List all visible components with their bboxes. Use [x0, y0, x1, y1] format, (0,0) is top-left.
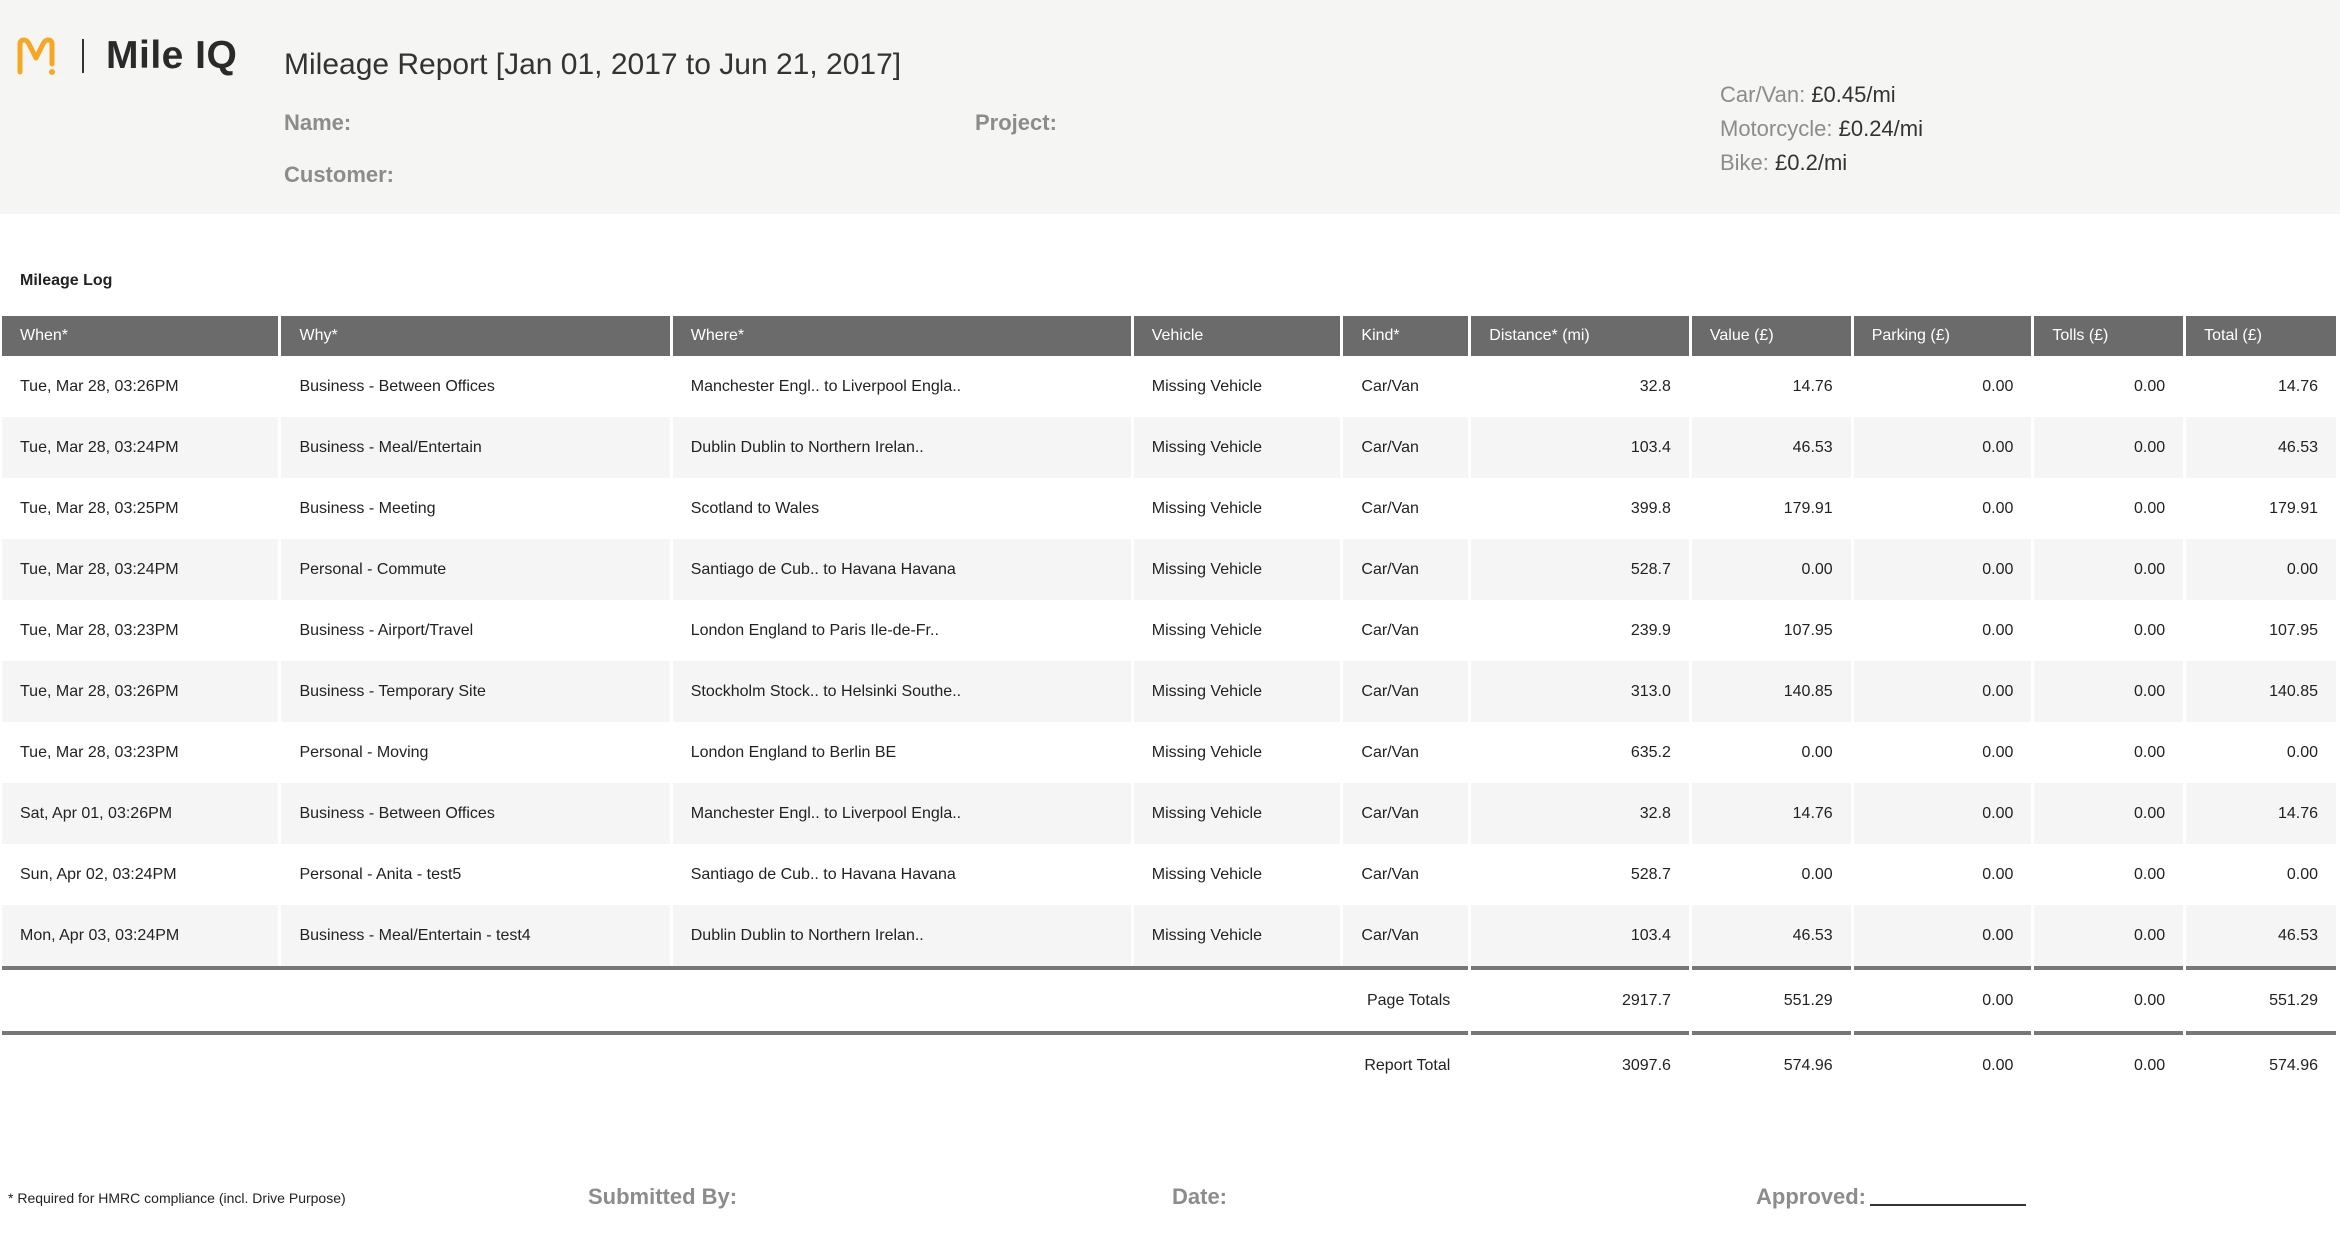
- table-row: [2, 417, 2336, 478]
- trip-total: 107.95: [2269, 621, 2318, 639]
- trip-where: Santiago de Cub.. to Havana Havana: [673, 539, 1131, 600]
- report-total-label: Report Total: [2, 1031, 1468, 1096]
- trip-distance: 32.8: [1471, 783, 1689, 844]
- trip-tolls: 0.00: [2133, 865, 2166, 883]
- table-row: [2, 783, 2336, 844]
- trip-total: 14.76: [2186, 783, 2336, 844]
- rate-value: £0.2/mi: [1775, 150, 1848, 175]
- trip-why: Personal - Commute: [281, 539, 669, 600]
- trip-why: Business - Meal/Entertain - test4: [281, 905, 669, 966]
- trip-kind: Car/Van: [1343, 539, 1468, 600]
- table-row: [2, 600, 2336, 661]
- table-row: [2, 661, 2336, 722]
- trip-tolls: 0.00: [2034, 417, 2183, 478]
- table-row: [2, 905, 2336, 966]
- trip-total: 0.00: [2286, 865, 2318, 883]
- trip-kind: Car/Van: [1343, 417, 1468, 478]
- trip-parking: 0.00: [1854, 905, 2032, 966]
- trip-tolls: 0.00: [2034, 905, 2183, 966]
- trip-kind: Car/Van: [1361, 621, 1419, 639]
- trip-distance: 528.7: [1471, 539, 1689, 600]
- trip-parking: 0.00: [1982, 743, 2014, 761]
- trip-where: Scotland to Wales: [690, 499, 820, 517]
- trip-tolls: 0.00: [2034, 539, 2183, 600]
- table-row: [2, 356, 2336, 417]
- trip-vehicle: Missing Vehicle: [1151, 377, 1263, 395]
- mileiq-logo-icon: [16, 36, 62, 76]
- approved-field: [1756, 1184, 2026, 1210]
- trip-vehicle: Missing Vehicle: [1134, 539, 1341, 600]
- trip-tolls: 0.00: [2133, 377, 2166, 395]
- section-title: Mileage Log: [20, 272, 113, 289]
- trip-total: 0.00: [2186, 539, 2336, 600]
- table-row: [2, 478, 2336, 539]
- trip-value: 0.00: [1801, 865, 1833, 883]
- table-body: [2, 356, 2336, 966]
- table-row: [2, 722, 2336, 783]
- trip-value: 0.00: [1801, 743, 1833, 761]
- trip-total: 46.53: [2186, 905, 2336, 966]
- report-header: [0, 0, 2340, 214]
- trip-parking: 0.00: [1982, 499, 2014, 517]
- trip-distance: 528.7: [1630, 865, 1671, 883]
- trip-parking: 0.00: [1854, 539, 2032, 600]
- trip-distance: 103.4: [1471, 905, 1689, 966]
- col-why-header: Why*: [281, 316, 669, 356]
- logo-divider: [82, 39, 84, 73]
- trip-when: Mon, Apr 03, 03:24PM: [2, 905, 278, 966]
- trip-kind: Car/Van: [1361, 499, 1419, 517]
- trip-kind: Car/Van: [1361, 377, 1419, 395]
- trip-vehicle: Missing Vehicle: [1134, 661, 1341, 722]
- page-total-total: 551.29: [2186, 966, 2336, 1031]
- col-tolls-header: Tolls (£): [2034, 316, 2183, 356]
- trip-parking: 0.00: [1854, 661, 2032, 722]
- trip-where: Stockholm Stock.. to Helsinki Southe..: [673, 661, 1131, 722]
- trip-kind: Car/Van: [1361, 865, 1419, 883]
- page-totals-label: Page Totals: [2, 966, 1468, 1031]
- trip-value: 179.91: [1783, 499, 1833, 517]
- trip-distance: 635.2: [1630, 743, 1671, 761]
- trip-why: Personal - Moving: [299, 743, 429, 761]
- trip-value: 107.95: [1783, 621, 1833, 639]
- trip-value: 14.76: [1792, 377, 1833, 395]
- trip-value: 0.00: [1692, 539, 1851, 600]
- trip-parking: 0.00: [1982, 377, 2014, 395]
- trip-tolls: 0.00: [2133, 621, 2166, 639]
- trip-when: Sun, Apr 02, 03:24PM: [20, 865, 177, 883]
- trip-why: Business - Between Offices: [299, 377, 495, 395]
- trip-distance: 399.8: [1630, 499, 1671, 517]
- trip-why: Personal - Anita - test5: [299, 865, 462, 883]
- trip-when: Tue, Mar 28, 03:24PM: [2, 417, 278, 478]
- trip-when: Tue, Mar 28, 03:26PM: [2, 661, 278, 722]
- trip-distance: 239.9: [1630, 621, 1671, 639]
- trip-where: Dublin Dublin to Northern Irelan..: [673, 417, 1131, 478]
- trip-tolls: 0.00: [2133, 499, 2166, 517]
- rate-label: Car/Van:: [1720, 82, 1806, 107]
- page-total-tolls: 0.00: [2034, 966, 2183, 1031]
- col-total-header: Total (£): [2186, 316, 2336, 356]
- trip-value: 46.53: [1692, 417, 1851, 478]
- compliance-footnote: * Required for HMRC compliance (incl. Drive Purpose): [8, 1190, 346, 1206]
- page-total-distance: 2917.7: [1471, 966, 1689, 1031]
- trip-when: Tue, Mar 28, 03:23PM: [20, 743, 179, 761]
- trip-total: 0.00: [2286, 743, 2318, 761]
- trip-why: Business - Airport/Travel: [299, 621, 474, 639]
- trip-tolls: 0.00: [2133, 743, 2166, 761]
- trip-when: Tue, Mar 28, 03:23PM: [20, 621, 179, 639]
- trip-why: Business - Meal/Entertain: [281, 417, 669, 478]
- trip-distance: 313.0: [1471, 661, 1689, 722]
- trip-parking: 0.00: [1854, 417, 2032, 478]
- trip-when: Sat, Apr 01, 03:26PM: [2, 783, 278, 844]
- trip-vehicle: Missing Vehicle: [1151, 743, 1263, 761]
- mileage-log-table: [0, 316, 2339, 1096]
- trip-why: Business - Temporary Site: [281, 661, 669, 722]
- col-when-header: When*: [2, 316, 278, 356]
- trip-vehicle: Missing Vehicle: [1151, 865, 1263, 883]
- trip-kind: Car/Van: [1343, 783, 1468, 844]
- trip-where: Santiago de Cub.. to Havana Havana: [690, 865, 956, 883]
- trip-when: Tue, Mar 28, 03:26PM: [20, 377, 179, 395]
- trip-value: 14.76: [1692, 783, 1851, 844]
- trip-distance: 103.4: [1471, 417, 1689, 478]
- col-where-header: Where*: [673, 316, 1131, 356]
- trip-where: London England to Berlin BE: [690, 743, 897, 761]
- page-totals-row: [2, 966, 2336, 1031]
- report-total-distance: 3097.6: [1471, 1031, 1689, 1096]
- trip-vehicle: Missing Vehicle: [1134, 783, 1341, 844]
- approved-label: Approved:: [1756, 1184, 1866, 1209]
- name-label: Name:: [284, 110, 352, 135]
- trip-parking: 0.00: [1854, 783, 2032, 844]
- table-row: [2, 539, 2336, 600]
- col-value-header: Value (£): [1692, 316, 1851, 356]
- report-total-value: 574.96: [1692, 1031, 1851, 1096]
- customer-label: Customer:: [284, 162, 395, 187]
- trip-where: Manchester Engl.. to Liverpool Engla..: [690, 377, 962, 395]
- submitted-by-label: Submitted By:: [588, 1184, 738, 1209]
- project-label: Project:: [975, 110, 1057, 135]
- page-total-parking: 0.00: [1854, 966, 2032, 1031]
- page-total-value: 551.29: [1692, 966, 1851, 1031]
- trip-when: Tue, Mar 28, 03:24PM: [2, 539, 278, 600]
- report-total-total: 574.96: [2186, 1031, 2336, 1096]
- trip-tolls: 0.00: [2034, 783, 2183, 844]
- mileage-rates: [1720, 78, 1923, 180]
- rate-value: £0.45/mi: [1811, 82, 1896, 107]
- col-distance-header: Distance* (mi): [1471, 316, 1689, 356]
- col-parking-header: Parking (£): [1854, 316, 2032, 356]
- rate-label: Motorcycle:: [1720, 116, 1833, 141]
- date-label: Date:: [1172, 1184, 1228, 1209]
- trip-kind: Car/Van: [1343, 661, 1468, 722]
- trip-value: 46.53: [1692, 905, 1851, 966]
- rate-label: Bike:: [1720, 150, 1769, 175]
- rate-bike: [1720, 146, 1923, 180]
- trip-total: 14.76: [2277, 377, 2318, 395]
- trip-where: Manchester Engl.. to Liverpool Engla..: [673, 783, 1131, 844]
- report-total-tolls: 0.00: [2034, 1031, 2183, 1096]
- table-row: [2, 844, 2336, 905]
- trip-where: London England to Paris Ile-de-Fr..: [690, 621, 939, 639]
- trip-total: 46.53: [2186, 417, 2336, 478]
- trip-kind: Car/Van: [1343, 905, 1468, 966]
- col-kind-header: Kind*: [1343, 316, 1468, 356]
- brand-name: Mile IQ: [106, 34, 238, 77]
- trip-when: Tue, Mar 28, 03:25PM: [20, 499, 179, 517]
- trip-vehicle: Missing Vehicle: [1134, 417, 1341, 478]
- col-vehicle-header: Vehicle: [1134, 316, 1341, 356]
- trip-total: 140.85: [2186, 661, 2336, 722]
- table-header-row: [2, 316, 2336, 356]
- trip-total: 179.91: [2269, 499, 2318, 517]
- trip-tolls: 0.00: [2034, 661, 2183, 722]
- trip-why: Business - Meeting: [299, 499, 436, 517]
- trip-vehicle: Missing Vehicle: [1151, 499, 1263, 517]
- rate-car-van: [1720, 78, 1923, 112]
- trip-parking: 0.00: [1982, 865, 2014, 883]
- approval-signature-line: [1870, 1204, 2026, 1206]
- trip-kind: Car/Van: [1361, 743, 1419, 761]
- report-title: Mileage Report [Jan 01, 2017 to Jun 21, 2017]: [284, 48, 902, 81]
- trip-vehicle: Missing Vehicle: [1134, 905, 1341, 966]
- report-total-parking: 0.00: [1854, 1031, 2032, 1096]
- trip-why: Business - Between Offices: [281, 783, 669, 844]
- trip-distance: 32.8: [1639, 377, 1671, 395]
- trip-vehicle: Missing Vehicle: [1151, 621, 1263, 639]
- report-total-row: [2, 1031, 2336, 1096]
- rate-motorcycle: [1720, 112, 1923, 146]
- trip-parking: 0.00: [1982, 621, 2014, 639]
- mileiq-logo: [16, 34, 237, 78]
- trip-where: Dublin Dublin to Northern Irelan..: [673, 905, 1131, 966]
- rate-value: £0.24/mi: [1838, 116, 1923, 141]
- trip-value: 140.85: [1692, 661, 1851, 722]
